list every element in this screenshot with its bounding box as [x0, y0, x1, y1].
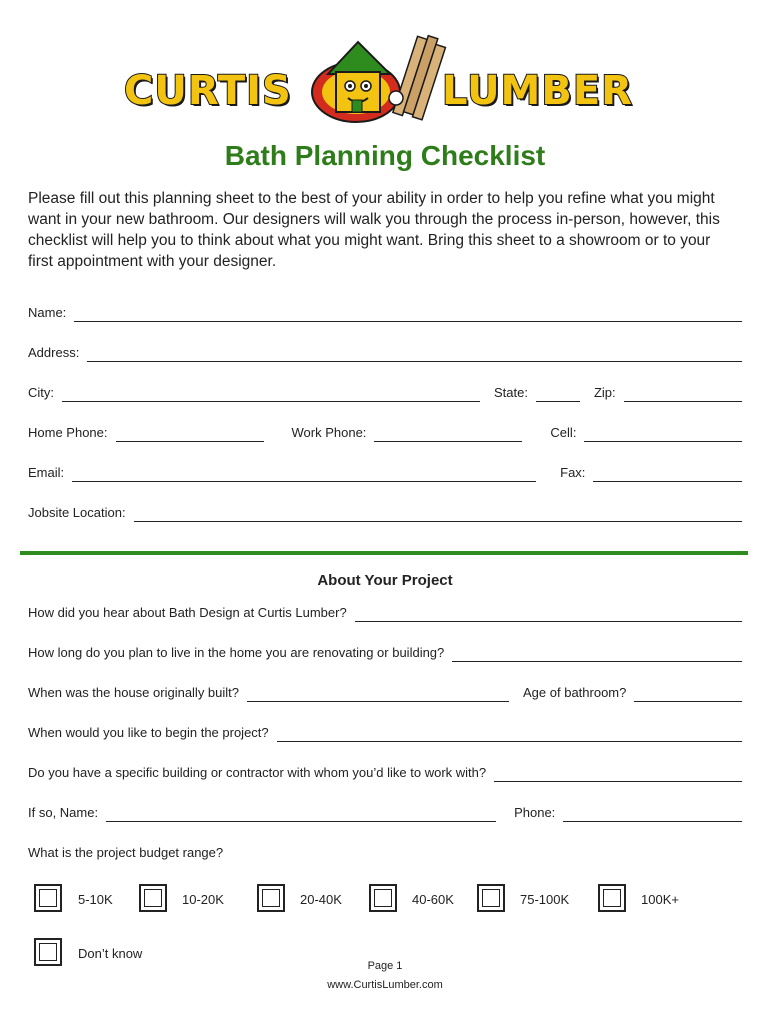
jobsite-label: Jobsite Location: — [28, 505, 126, 520]
budget-label: What is the project budget range? — [28, 845, 224, 860]
work-phone-field[interactable] — [374, 425, 522, 442]
cell-field[interactable] — [584, 425, 742, 442]
contractor-row — [28, 762, 742, 782]
checkbox-20-40k[interactable] — [257, 884, 285, 912]
cell-label: Cell: — [550, 425, 577, 440]
checkbox-75-100k[interactable] — [477, 884, 505, 912]
contractor-phone-label: Phone: — [514, 805, 556, 820]
contractor-name-field[interactable] — [106, 805, 496, 822]
heard-label: How did you hear about Bath Design at Curtis Lumber? — [28, 605, 347, 620]
checkbox-5-10k[interactable] — [34, 884, 62, 912]
contractor-phone-field[interactable] — [563, 805, 742, 822]
city-row — [28, 382, 742, 402]
built-field[interactable] — [247, 685, 509, 702]
house-mascot-icon — [308, 30, 458, 130]
email-label: Email: — [28, 465, 65, 480]
jobsite-row — [28, 502, 742, 522]
checkbox-label-75-100k: 75-100K — [520, 892, 570, 907]
logo-text-lumber: LUMBER — [442, 68, 633, 114]
checkbox-label-5-10k: 5-10K — [78, 892, 113, 907]
name-field[interactable] — [74, 305, 742, 322]
checkbox-label-20-40k: 20-40K — [300, 892, 342, 907]
checkbox-label-10-20k: 10-20K — [182, 892, 224, 907]
budget-options — [32, 882, 752, 918]
jobsite-field[interactable] — [134, 505, 742, 522]
phones-row — [28, 422, 742, 442]
heard-row — [28, 602, 742, 622]
fax-field[interactable] — [593, 465, 742, 482]
contractor-field[interactable] — [494, 765, 742, 782]
city-field[interactable] — [62, 385, 480, 402]
begin-row — [28, 722, 742, 742]
contractor-name-label: If so, Name: — [28, 805, 99, 820]
intro-paragraph: Please fill out this planning sheet to the best of your ability in order to help you refine what you might want in your new bathroom. Our designers will walk you through the process in-person, however, this checklist will help you to think about what you might want. Bring this sheet to a showroom or to your first appointment with your designer. — [28, 190, 720, 270]
address-field[interactable] — [87, 345, 742, 362]
live-field[interactable] — [452, 645, 742, 662]
work-phone-label: Work Phone: — [291, 425, 367, 440]
logo-text-curtis: CURTIS — [124, 68, 292, 114]
address-row — [28, 342, 742, 362]
checkbox-40-60k[interactable] — [369, 884, 397, 912]
footer-url: www.CurtisLumber.com — [327, 979, 443, 991]
state-field[interactable] — [536, 385, 580, 402]
city-label: City: — [28, 385, 54, 400]
checkbox-label-dont-know: Don’t know — [78, 946, 143, 961]
address-label: Address: — [28, 345, 80, 360]
live-label: How long do you plan to live in the home you are renovating or building? — [28, 645, 445, 660]
age-field[interactable] — [634, 685, 742, 702]
page-title: Bath Planning Checklist — [224, 140, 546, 171]
home-phone-field[interactable] — [116, 425, 264, 442]
name-row — [28, 302, 742, 322]
section-divider — [20, 551, 748, 555]
checkbox-label-100k-plus: 100K+ — [641, 892, 679, 907]
checkbox-100k-plus[interactable] — [598, 884, 626, 912]
fax-label: Fax: — [560, 465, 586, 480]
checkbox-10-20k[interactable] — [139, 884, 167, 912]
age-label: Age of bathroom? — [523, 685, 627, 700]
zip-label: Zip: — [593, 385, 616, 400]
name-label: Name: — [28, 305, 67, 320]
budget-question-row — [28, 842, 742, 862]
checkbox-label-40-60k: 40-60K — [412, 892, 454, 907]
section-title: About Your Project — [317, 572, 453, 589]
live-row — [28, 642, 742, 662]
heard-field[interactable] — [355, 605, 742, 622]
zip-field[interactable] — [624, 385, 742, 402]
email-field[interactable] — [72, 465, 536, 482]
begin-field[interactable] — [277, 725, 742, 742]
begin-label: When would you like to begin the project? — [28, 725, 269, 740]
built-label: When was the house originally built? — [28, 685, 240, 700]
state-label: State: — [494, 385, 528, 400]
page-number: Page 1 — [367, 960, 403, 972]
home-phone-label: Home Phone: — [28, 425, 108, 440]
curtis-lumber-logo — [120, 30, 640, 130]
built-row — [28, 682, 742, 702]
contractor-label: Do you have a specific building or contractor with whom you’d like to work with? — [28, 765, 487, 780]
email-row — [28, 462, 742, 482]
contractor-name-row — [28, 802, 742, 822]
